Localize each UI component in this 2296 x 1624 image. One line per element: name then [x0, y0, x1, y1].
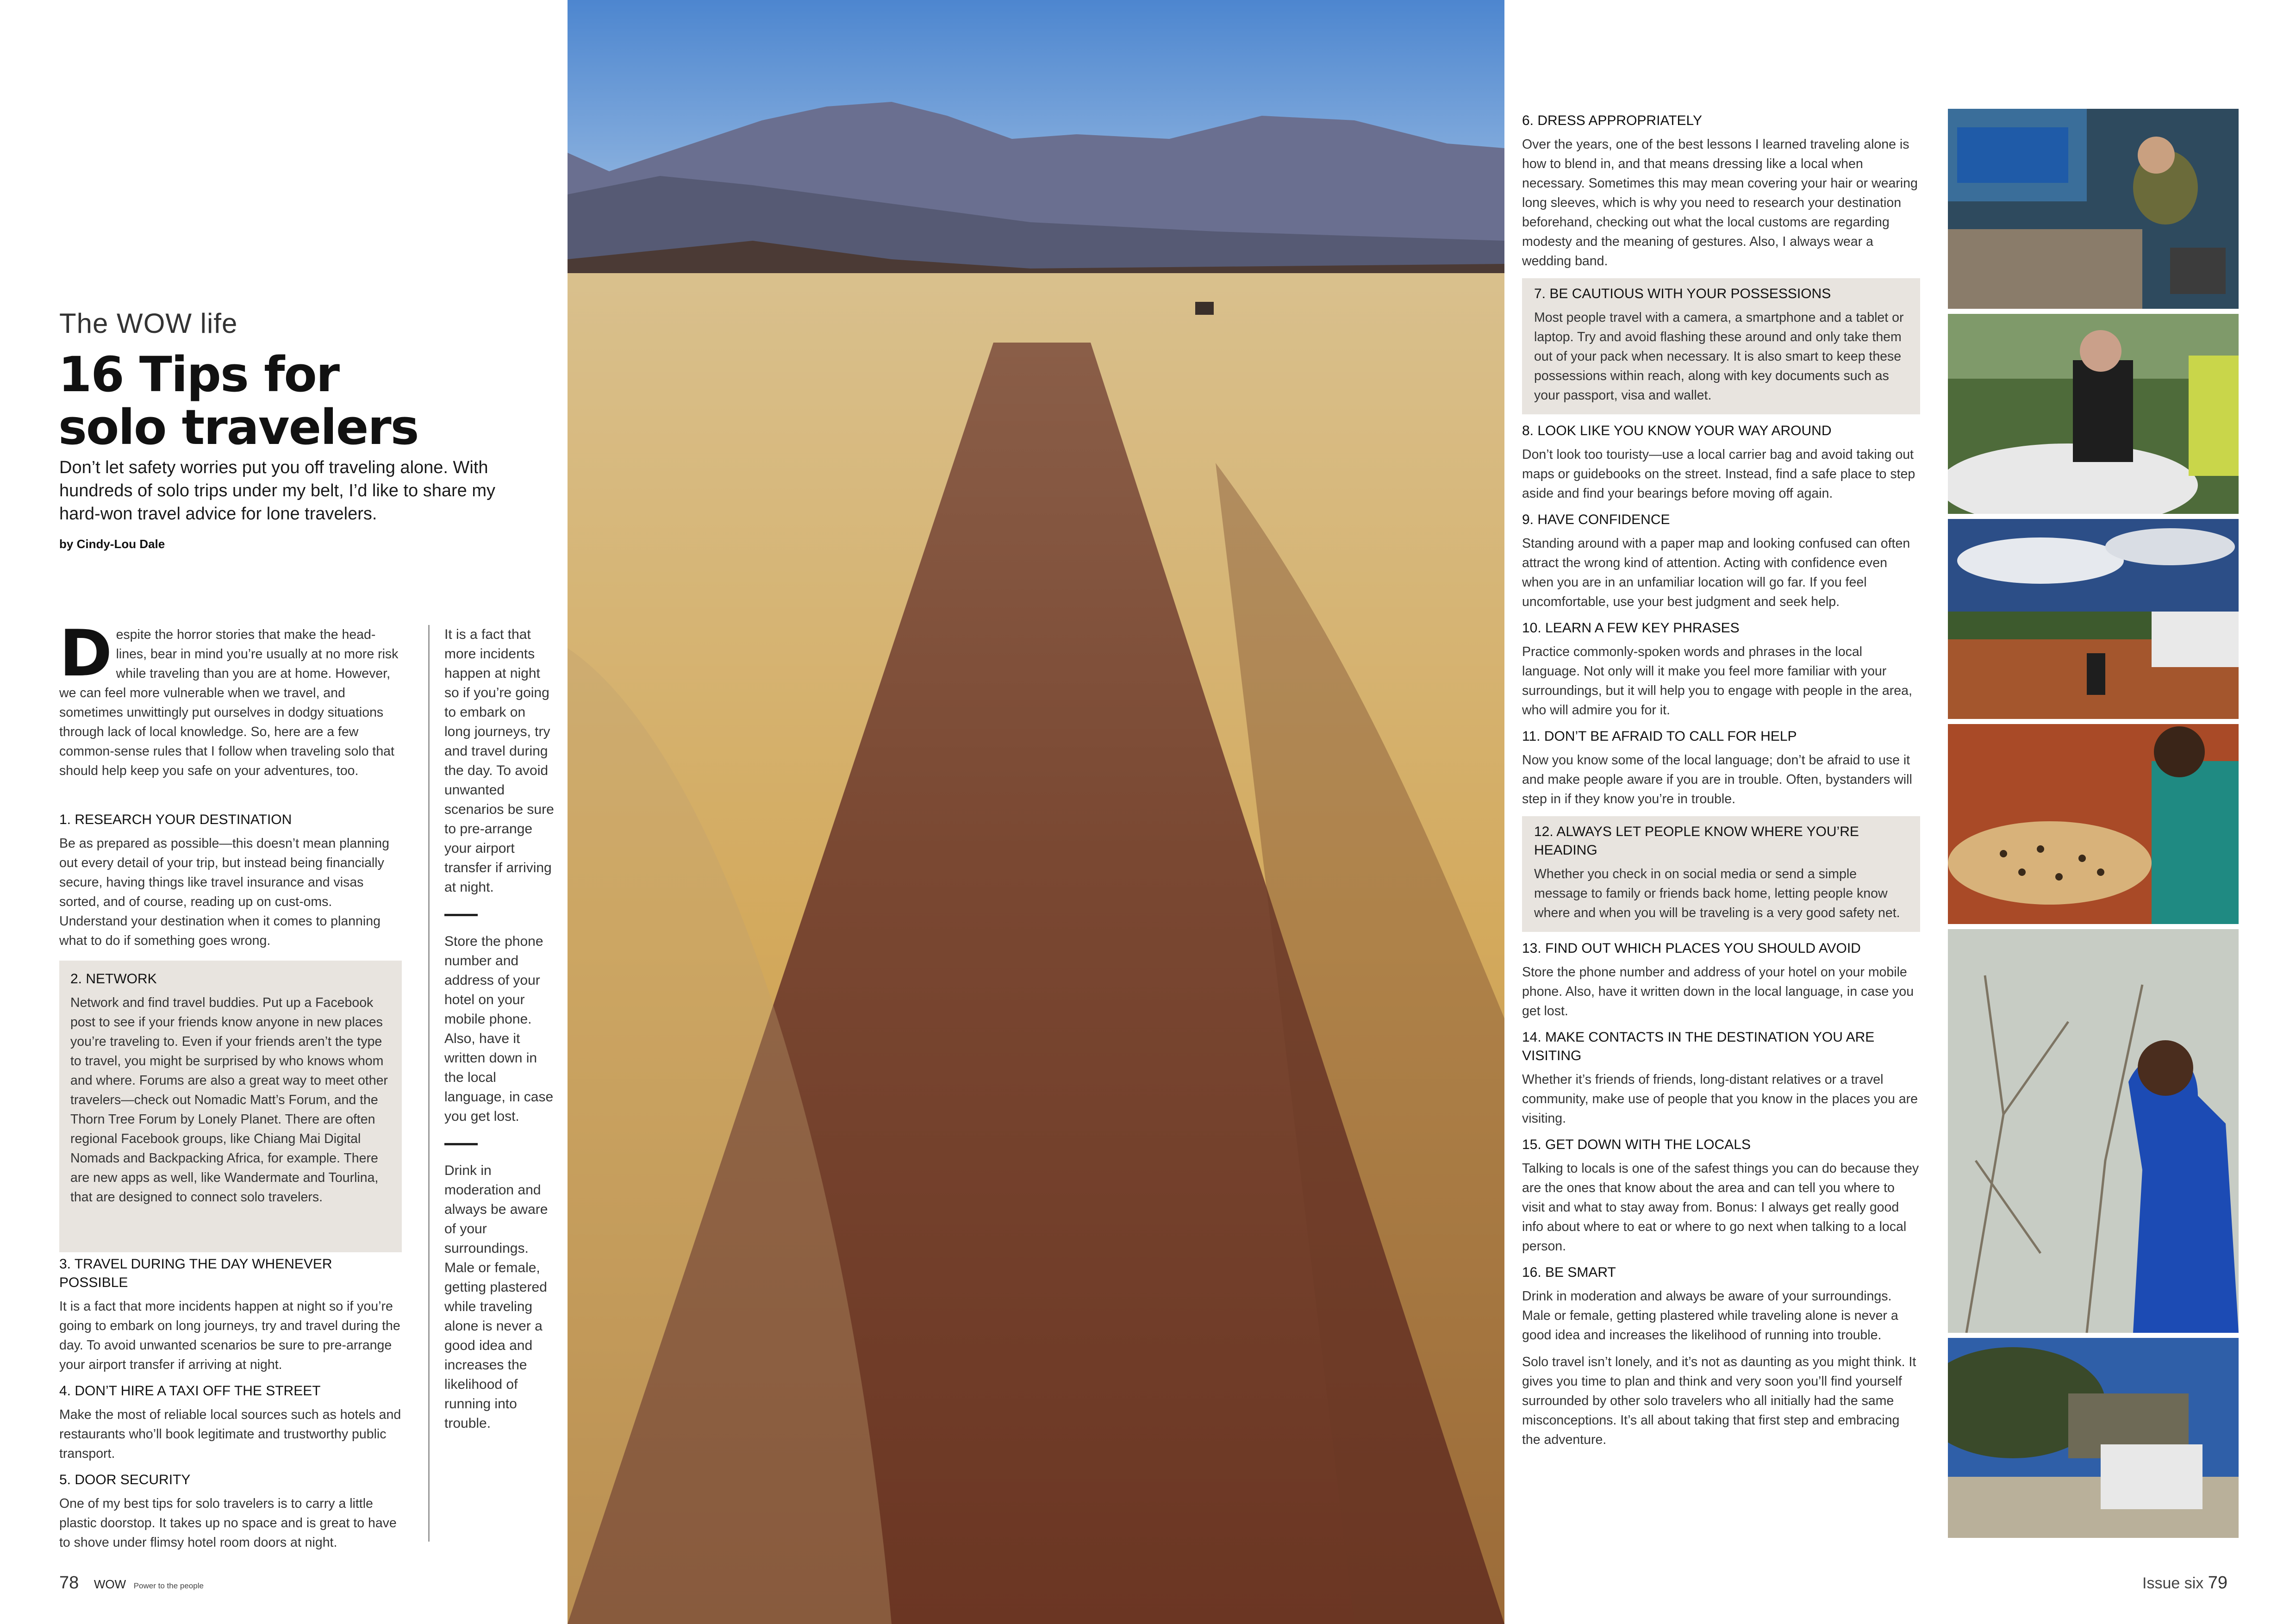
- border-crossing-photo: [1948, 314, 2239, 514]
- tip-text: Drink in moderation and always be aware of your surroundings. Male or female, getting plastered while traveling alone is never a good idea and increases the likelihood of running into trouble.: [1522, 1289, 1898, 1343]
- publication-tagline: Power to the people: [133, 1581, 204, 1590]
- tip-heading: 7. BE CAUTIOUS WITH YOUR POSSESSIONS: [1534, 286, 1831, 301]
- footer-left: [59, 1573, 204, 1593]
- footer-right: [2142, 1573, 2227, 1593]
- tip-heading: 16. BE SMART: [1522, 1265, 1616, 1280]
- tip-text: Be as prepared as possible—this doesn’t mean planning out every detail of your trip, but instead being financially secure, having things like travel insurance and visas sorted, and of course, reading up on cust-oms. Understand your destination when it comes to planning what to do if something goes wrong.: [59, 836, 389, 948]
- page-number: 78: [59, 1573, 79, 1593]
- tip-text: Most people travel with a camera, a smartphone and a tablet or laptop. Try and avoid flashing these around and only take them out of your pack when necessary. It is also smart to keep these possessions within reach, along with key documents such as your passport, visa and wallet.: [1534, 310, 1904, 403]
- title-line-2: solo travelers: [58, 399, 418, 456]
- tip-7-box: [1522, 278, 1920, 414]
- section-kicker: The WOW life: [59, 308, 238, 339]
- tip-heading: 15. GET DOWN WITH THE LOCALS: [1522, 1137, 1751, 1152]
- tip-heading: 1. RESEARCH YOUR DESTINATION: [59, 812, 292, 827]
- issue-label: Issue six: [2142, 1574, 2204, 1592]
- tip-text: Over the years, one of the best lessons I learned traveling alone is how to blend in, and that means dressing like a local when necessary. Sometimes this may mean covering your hair or wearing long sleeves, which is why you need to research your destination beforehand, checking out what the local customs are regarding modesty and the meaning of gestures. Also, I always wear a wedding band.: [1522, 137, 1918, 269]
- byline: by Cindy-Lou Dale: [59, 537, 165, 551]
- tip-text: Whether you check in on social media or send a simple message to family or friends back home, letting people know where and when you will be traveling is a very good safety net.: [1534, 867, 1900, 920]
- photo-stripe: [1948, 109, 2239, 1543]
- tip-12-box: [1522, 816, 1920, 932]
- tip-heading: 10. LEARN A FEW KEY PHRASES: [1522, 620, 1740, 636]
- tip-heading: 4. DON’T HIRE A TAXI OFF THE STREET: [59, 1383, 321, 1399]
- tip-heading: 14. MAKE CONTACTS IN THE DESTINATION YOU ARE VISITING: [1522, 1030, 1875, 1063]
- tip-text: Practice commonly-spoken words and phrases in the local language. Not only will it make you feel more familiar with your surroundings, but it will help you to engage with people in the area, who will admire you for it.: [1522, 644, 1912, 718]
- cheetah-photo: [1948, 724, 2239, 924]
- roadside-photo: [1948, 519, 2239, 719]
- intro-paragraph: [59, 616, 402, 781]
- divider-dash: [444, 1143, 478, 1145]
- tip-text: Make the most of reliable local sources such as hotels and restaurants who’ll book legitimate and trustworthy public transport.: [59, 1407, 401, 1461]
- tip-1: [59, 803, 402, 950]
- tip-heading: 2. NETWORK: [70, 971, 157, 987]
- tip-heading: 5. DOOR SECURITY: [59, 1472, 191, 1487]
- tip-text: Talking to locals is one of the safest things you can do because they are the ones that know about the area and can tell you where to visit and what to stay away from. Bonus: I always get really good info about where to eat or where to go next when talking to a local person.: [1522, 1161, 1919, 1254]
- page-number: 79: [2208, 1573, 2227, 1593]
- tip-2-box: [59, 961, 402, 1252]
- tip-heading: 11. DON’T BE AFRAID TO CALL FOR HELP: [1522, 729, 1797, 744]
- closing-paragraph: Solo travel isn’t lonely, and it’s not as daunting as you might think. It gives you time to plan and think and very soon you’ll find yourself surrounded by other solo travelers who all initially had the same misconceptions. It’s all about taking that first step and embracing the adventure.: [1522, 1355, 1916, 1447]
- intro-text: espite the horror stories that make the head-lines, bear in mind you’re usually at no more risk while traveling than you are at home. However, we can feel more vulnerable when we travel, and sometimes unwittingly put ourselves in dodgy situations through lack of local knowledge. So, here are a few common-sense rules that I follow when traveling solo that should help keep you safe on your adventures, too.: [59, 627, 399, 778]
- tip-text: One of my best tips for solo travelers is to carry a little plastic doorstop. It takes up no space and is great to have to shove under flimsy hotel room doors at night.: [59, 1496, 397, 1550]
- title-line-1: 16 Tips for: [58, 346, 339, 403]
- tip-heading: 8. LOOK LIKE YOU KNOW YOUR WAY AROUND: [1522, 423, 1832, 438]
- tip-text: Whether it’s friends of friends, long-distant relatives or a travel community, make use of people that you know in the places you are visiting.: [1522, 1072, 1918, 1126]
- pull-quote: It is a fact that more incidents happen at night so if you’re going to embark on long journeys, try and travel during the day. To avoid unwanted scenarios be sure to pre-arrange your airport transfer if arriving at night.: [444, 627, 554, 895]
- tip-heading: 12. ALWAYS LET PEOPLE KNOW WHERE YOU’RE HEADING: [1534, 824, 1859, 858]
- tip-text: Store the phone number and address of your hotel on your mobile phone. Also, have it written down in the local language, in case you get lost.: [1522, 965, 1914, 1018]
- tent-truck-photo: [1948, 1338, 2239, 1538]
- tip-text: Network and find travel buddies. Put up a Facebook post to see if your friends know anyone in new places you’re traveling to. Even if your friends aren’t the type to travel, you might be surprised by who knows whom and where. Forums are also a great way to meet other travelers—check out Nomadic Matt’s Forum, and the Thorn Tree Forum by Lonely Planet. There are often regional Facebook groups, like Chiang Mai Digital Nomads and Backpacking Africa, for example. There are new apps as well, like Wandermate and Tourlina, that are designed to connect solo travelers.: [70, 995, 388, 1205]
- tip-text: Now you know some of the local language; don’t be afraid to use it and make people aware if you are in trouble. Often, bystanders will step in if they know you’re in trouble.: [1522, 753, 1912, 806]
- tip-heading: 9. HAVE CONFIDENCE: [1522, 512, 1670, 527]
- tip-text: It is a fact that more incidents happen at night so if you’re going to embark on long journeys, try and travel during the day. To avoid unwanted scenarios be sure to pre-arrange your airport transfer if arriving at night.: [59, 1299, 400, 1372]
- tip-text: Don’t look too touristy—use a local carrier bag and avoid taking out maps or guidebooks on the street. Instead, find a safe place to step aside and find your bearings before moving off again.: [1522, 447, 1915, 501]
- woman-trees-photo: [1948, 929, 2239, 1333]
- market-photo: [1948, 109, 2239, 309]
- tips-3-to-5: [59, 1248, 402, 1552]
- pull-quote: Drink in moderation and always be aware of your surroundings. Male or female, getting plastered while traveling alone is never a good idea and increases the likelihood of running into trouble.: [444, 1163, 548, 1431]
- tip-heading: 13. FIND OUT WHICH PLACES YOU SHOULD AVOID: [1522, 941, 1861, 956]
- publication-name: WOW: [94, 1577, 126, 1591]
- drop-cap: D: [59, 616, 112, 691]
- divider-dash: [444, 914, 478, 916]
- right-text-column: [1522, 104, 1920, 1449]
- tip-heading: 6. DRESS APPROPRIATELY: [1522, 113, 1703, 128]
- article-title: [58, 348, 521, 454]
- road-photo: [568, 0, 1504, 1624]
- column-divider: [428, 625, 430, 1542]
- standfirst: Don’t let safety worries put you off traveling alone. With hundreds of solo trips under my belt, I’d like to share my hard-won travel advice for lone travelers.: [59, 458, 496, 524]
- pull-quote: Store the phone number and address of your hotel on your mobile phone. Also, have it written down in the local language, in case you get lost.: [444, 934, 554, 1124]
- pull-quote-column: [444, 625, 555, 1433]
- tip-heading: 3. TRAVEL DURING THE DAY WHENEVER POSSIBLE: [59, 1256, 332, 1290]
- tip-text: Standing around with a paper map and looking confused can often attract the wrong kind of attention. Acting with confidence even when you are in an unfamiliar location will go far. If you feel uncomfortable, use your best judgment and seek help.: [1522, 536, 1910, 609]
